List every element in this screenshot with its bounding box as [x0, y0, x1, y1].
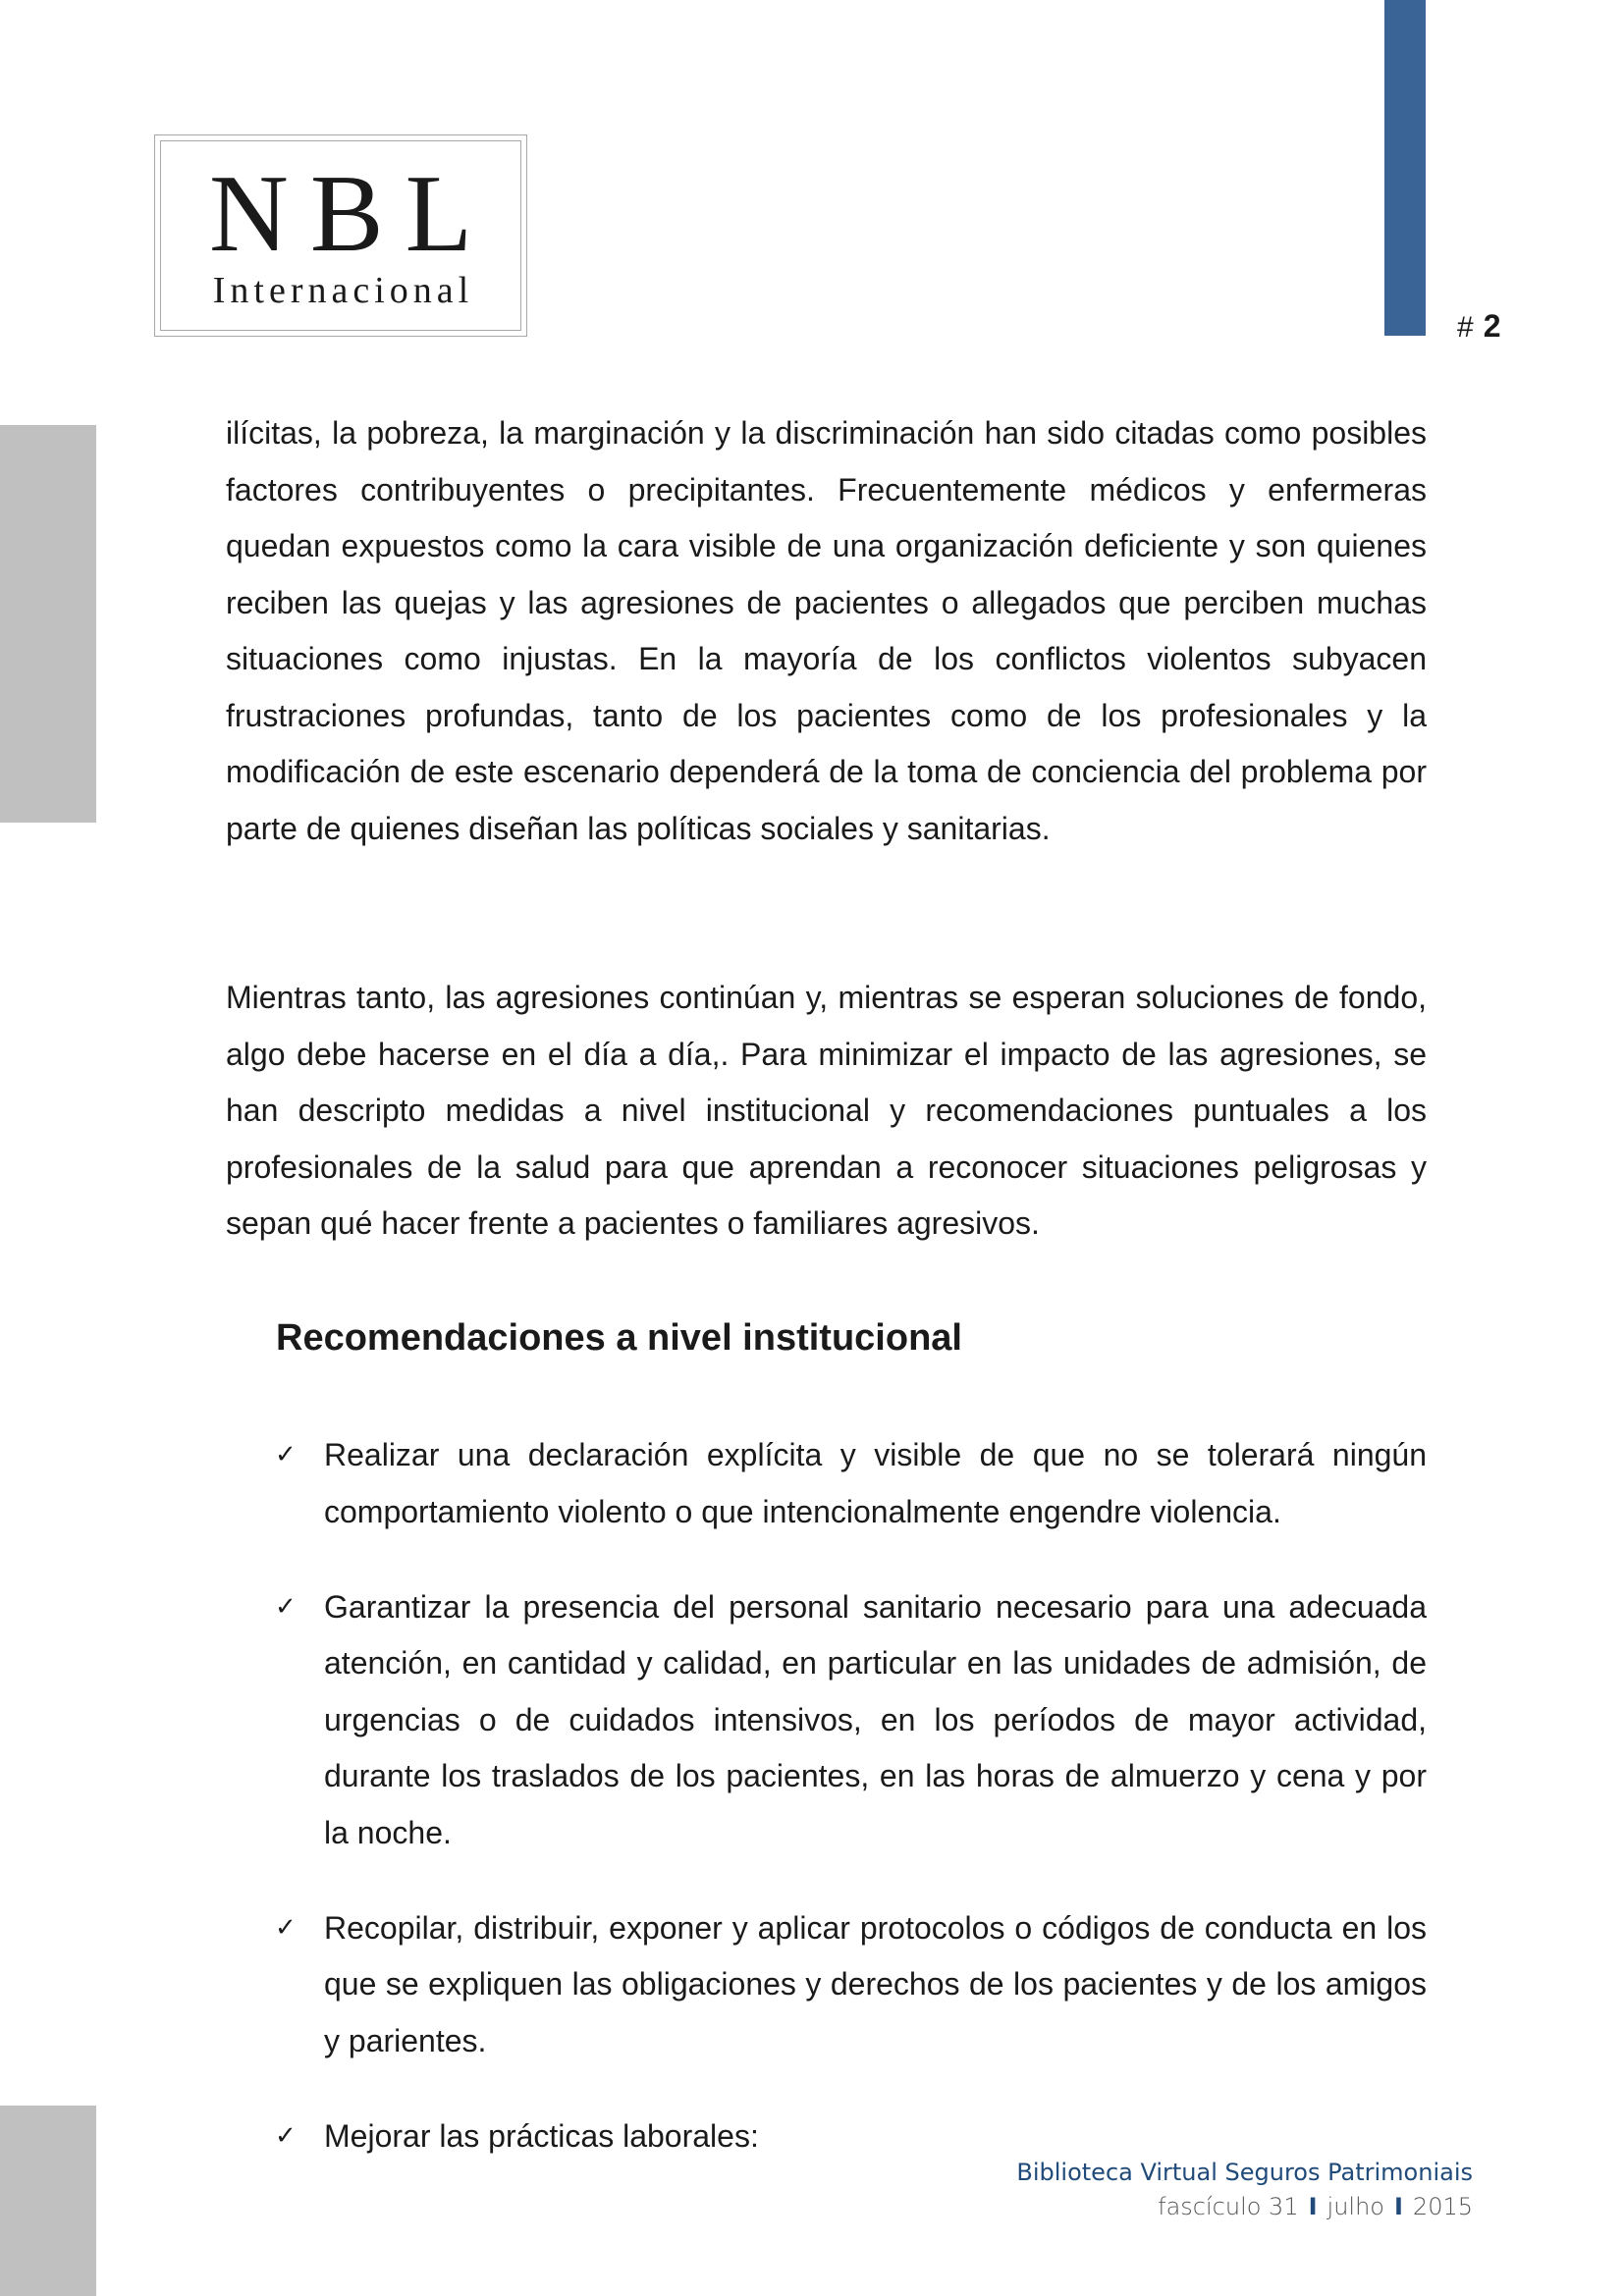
- footer: [1016, 2156, 1473, 2224]
- list-item: [275, 1427, 1427, 1540]
- footer-issue: fascículo 31: [1158, 2193, 1299, 2220]
- page-number-hash: #: [1457, 311, 1474, 344]
- footer-separator: I: [1308, 2193, 1318, 2220]
- logo-sub-text: Internacional: [212, 270, 474, 311]
- footer-separator: I: [1393, 2193, 1403, 2220]
- list-item-text: Mejorar las prácticas laborales:: [324, 2117, 759, 2154]
- paragraph-2-text: Mientras tanto, las agresiones continúan y, mientras se esperan soluciones de fondo, algo debe hacerse en el día a día,. Para minimizar el impacto de las agresiones, se han descripto medidas a nivel institucional y recomendaciones puntuales a los profesionales de la salud para que aprendan a reconocer situaciones peligrosas y sepan qué hacer frente a pacientes o familiares agresivos.: [226, 980, 1427, 1241]
- side-bar-top: [0, 425, 96, 823]
- page-number-value: 2: [1483, 308, 1501, 344]
- checkmark-icon: ✓: [275, 1912, 297, 1943]
- side-bar-bottom: [0, 2106, 96, 2296]
- list-item: [275, 1579, 1427, 1862]
- footer-publication: Biblioteca Virtual Seguros Patrimoniais: [1016, 2159, 1473, 2186]
- footer-year: 2015: [1412, 2193, 1473, 2220]
- list-item-text: Garantizar la presencia del personal sanitario necesario para una adecuada atención, en cantidad y calidad, en particular en las unidades de admisión, de urgencias o de cuidados intensivos, en los períodos de mayor actividad, durante los traslados de los pacientes, en las horas de almuerzo y cena y por la noche.: [324, 1588, 1427, 1850]
- list-item: [275, 1900, 1427, 2070]
- logo: [154, 134, 527, 337]
- footer-issue-info: [1016, 2189, 1473, 2224]
- checkmark-icon: ✓: [275, 1440, 297, 1469]
- paragraph-1: [226, 405, 1427, 857]
- footer-month: julho: [1326, 2193, 1384, 2220]
- accent-bar: [1384, 0, 1426, 336]
- checkmark-icon: ✓: [275, 2120, 297, 2151]
- recommendations-list: [275, 1427, 1427, 2204]
- list-item-text: Recopilar, distribuir, exponer y aplicar protocolos o códigos de conducta en los que se expliquen las obligaciones y derechos de los pacientes y de los amigos y parientes.: [324, 1909, 1427, 2058]
- section-heading: Recomendaciones a nivel institucional: [276, 1317, 962, 1359]
- checkmark-icon: ✓: [275, 1591, 297, 1622]
- page-number: [1457, 306, 1500, 347]
- paragraph-1-text: ilícitas, la pobreza, la marginación y la discriminación han sido citadas como posibles factores contribuyentes o precipitantes. Frecuentemente médicos y enfermeras quedan expuestos como la cara visible de una organización deficiente y son quienes reciben las quejas y las agresiones de pacientes o allegados que perciben muchas situaciones como injustas. En la mayoría de los conflictos violentos subyacen frustraciones profundas, tanto de los pacientes como de los profesionales y la modificación de este escenario dependerá de la toma de conciencia del problema por parte de quienes diseñan las políticas sociales y sanitarias.: [226, 415, 1427, 846]
- paragraph-2: [226, 970, 1427, 1253]
- list-item-text: Realizar una declaración explícita y visible de que no se tolerará ningún comportamiento violento o que intencionalmente engendre violencia.: [324, 1437, 1427, 1529]
- logo-main-text: NBL: [209, 153, 494, 275]
